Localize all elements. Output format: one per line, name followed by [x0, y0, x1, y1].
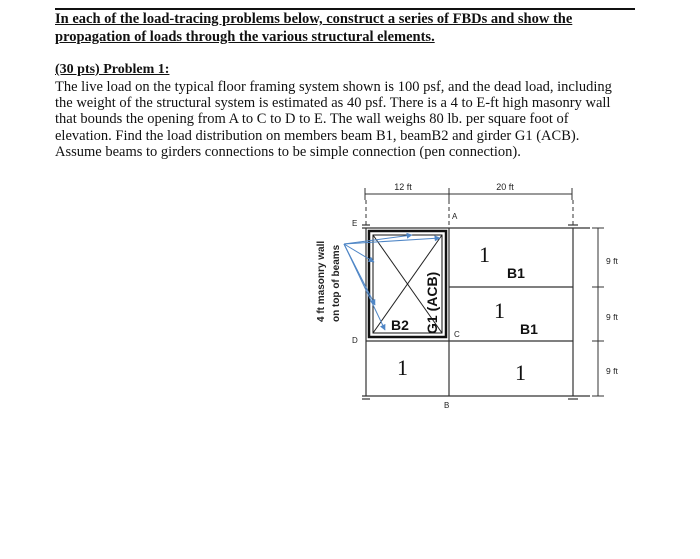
- wall-label-line-1: 4 ft masonry wall: [316, 240, 327, 322]
- span-9ft-middle: 9 ft: [606, 312, 618, 322]
- problem-label: (30 pts) Problem 1:: [55, 62, 170, 77]
- beam-b2: B2: [391, 317, 409, 333]
- point-d: D: [352, 336, 358, 345]
- dimension-12ft: 12 ft: [394, 182, 412, 192]
- beam-b1-lower: B1: [520, 321, 538, 337]
- problem-line: elevation. Find the load distribution on members beam B1, beamB2 and girder G1 (ACB).: [55, 127, 580, 144]
- span-9ft-bottom: 9 ft: [606, 366, 618, 376]
- span-mark: 1: [494, 298, 505, 323]
- right-dimension: [592, 228, 604, 396]
- span-mark: 1: [515, 360, 526, 385]
- point-c: C: [454, 330, 460, 339]
- span-mark: 1: [397, 355, 408, 380]
- span-mark: 1: [479, 242, 490, 267]
- point-b: B: [444, 401, 450, 410]
- span-9ft-top: 9 ft: [606, 256, 618, 266]
- heading-line-1: In each of the load-tracing problems below, construct a series of FBDs and show the: [55, 11, 573, 27]
- problem-line: The live load on the typical floor framing system shown is 100 psf, and the dead load, including: [55, 79, 612, 95]
- problem-line: Assume beams to girders connections to be simple connection (pen connection).: [55, 143, 521, 160]
- problem-line: that bounds the opening from A to C to D to E. The wall weighs 80 lb. per square foot of: [55, 111, 569, 128]
- girder-g1: G1 (ACB): [424, 271, 440, 334]
- wall-label-line-2: on top of beams: [331, 244, 342, 322]
- beam-b1-upper: B1: [507, 265, 525, 281]
- heading-line-2: propagation of loads through the various structural elements.: [55, 29, 435, 45]
- problem-line: the weight of the structural system is estimated as 40 psf. There is a 4 to E-ft high masonry wall: [55, 95, 611, 112]
- point-e: E: [352, 219, 358, 228]
- dimension-20ft: 20 ft: [496, 182, 514, 192]
- point-a: A: [452, 212, 458, 221]
